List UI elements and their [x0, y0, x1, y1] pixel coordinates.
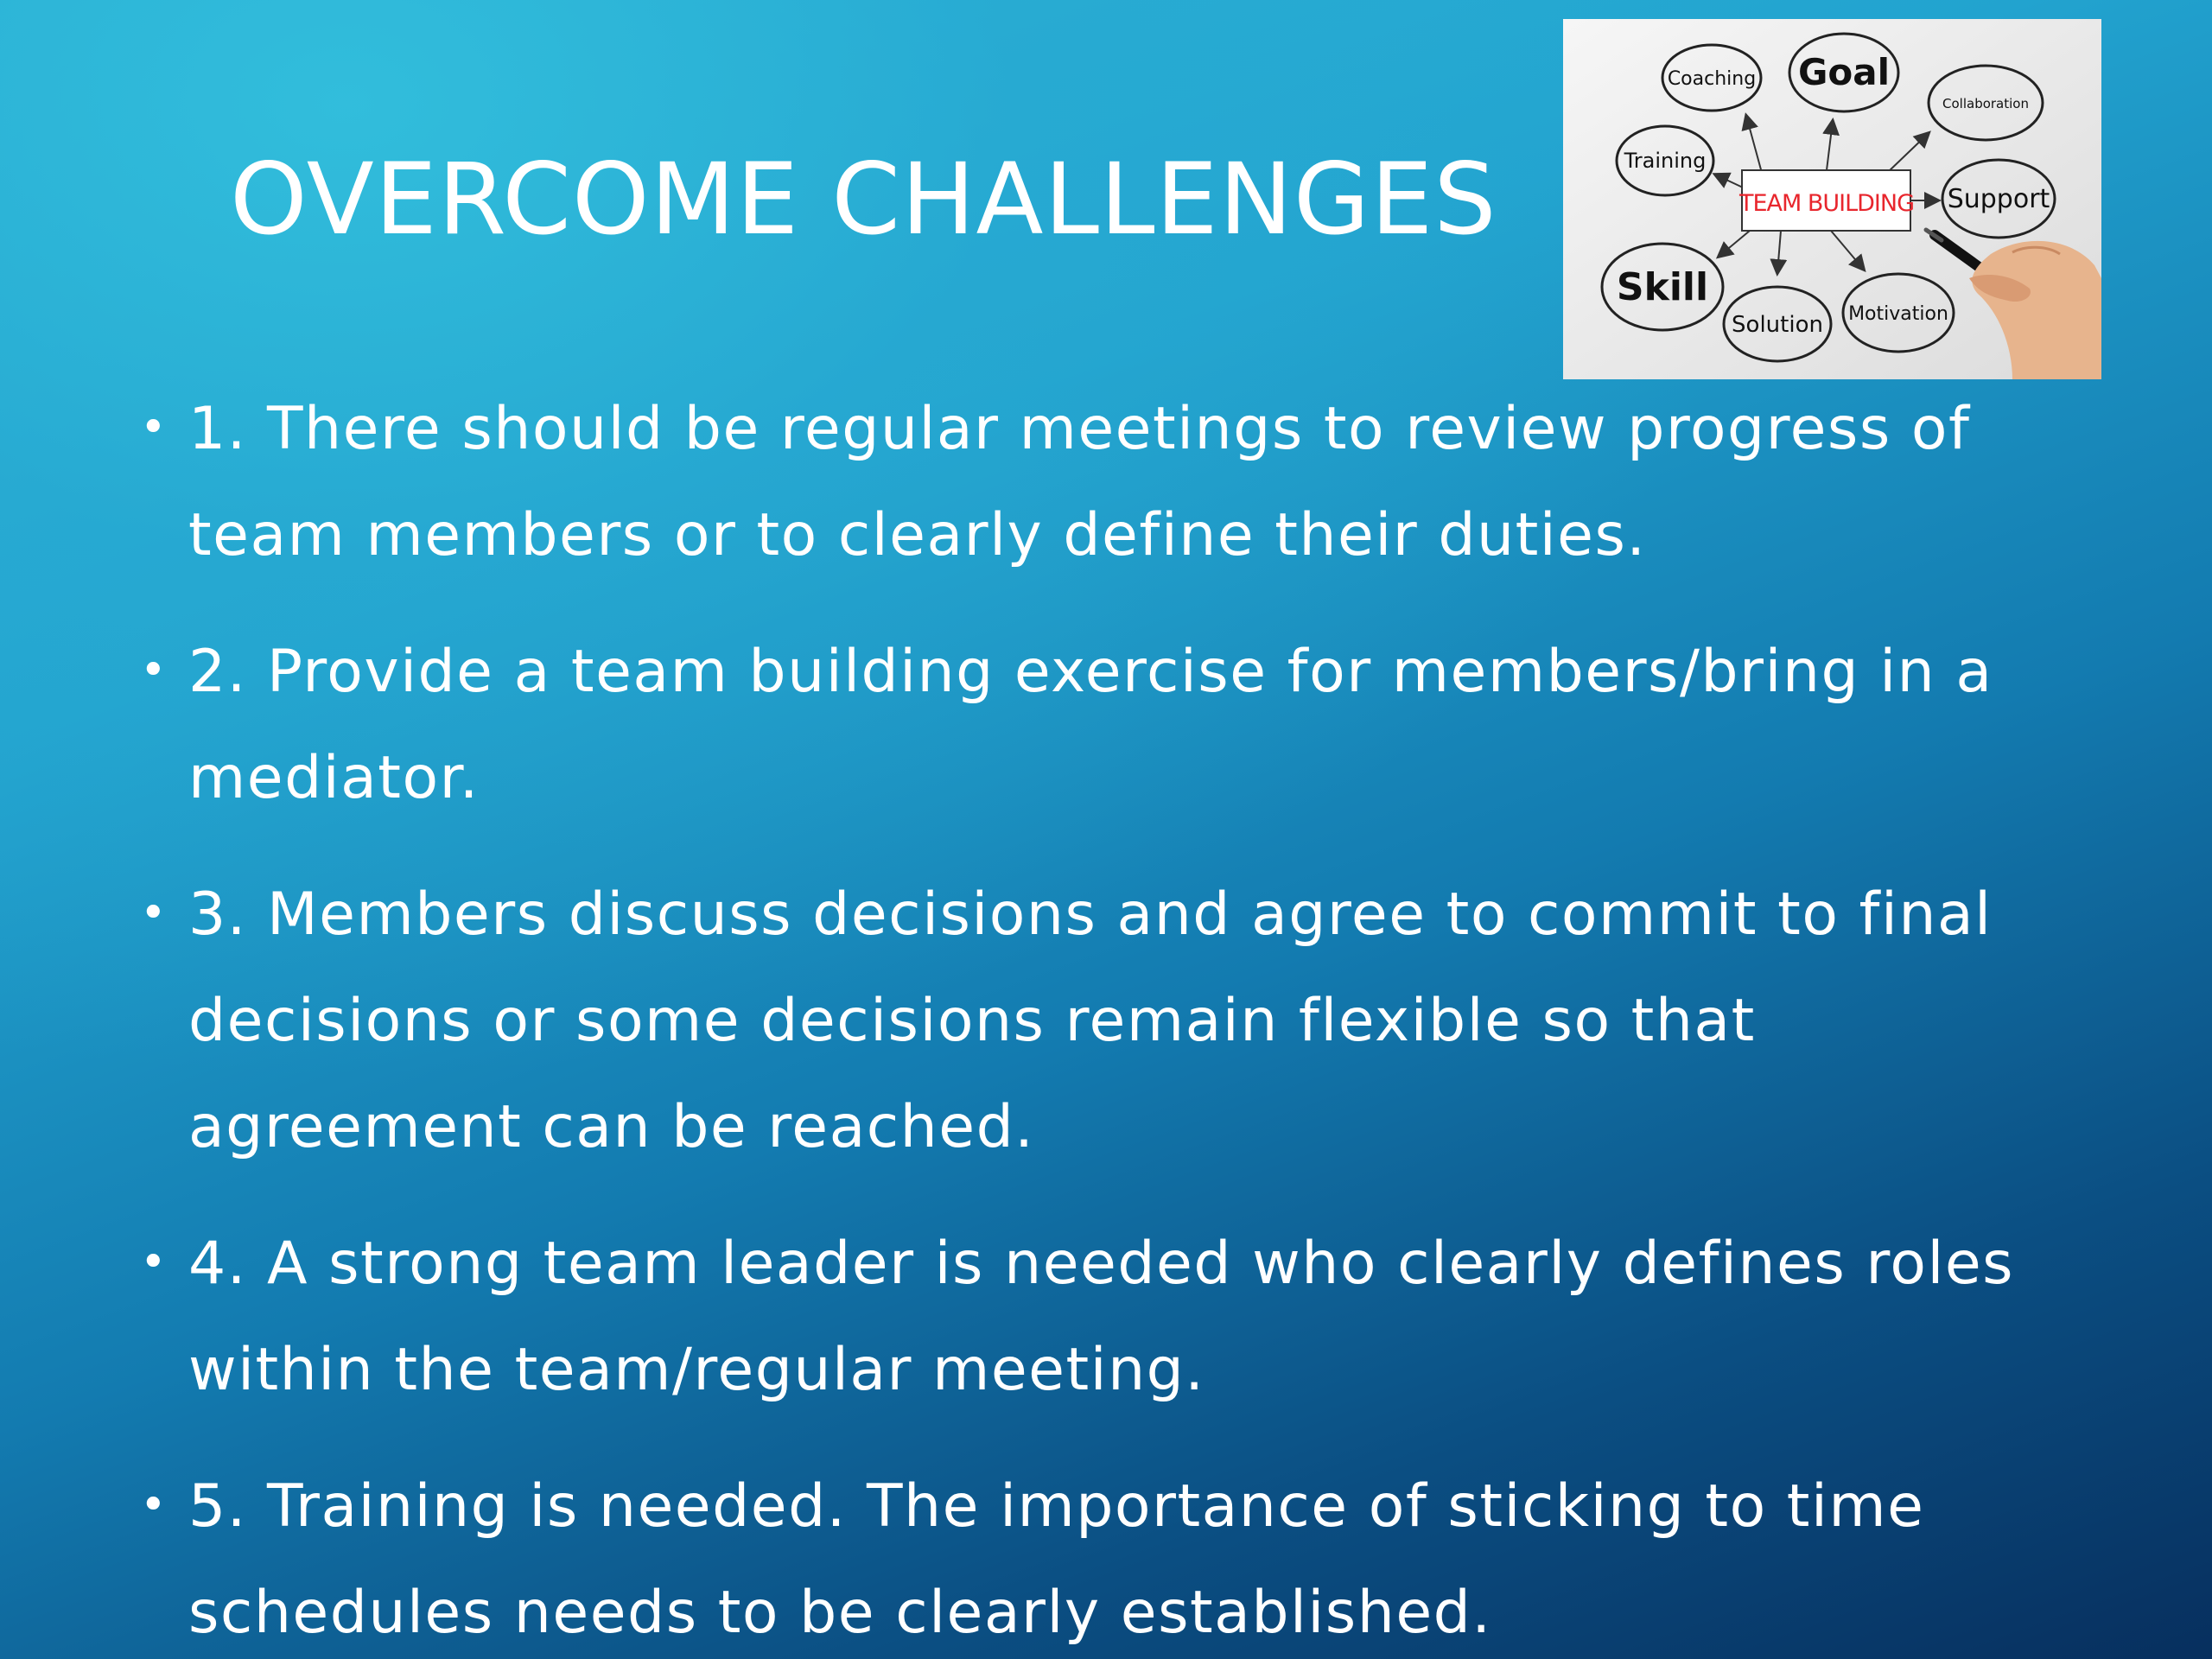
bullet-item [130, 1211, 2082, 1423]
mindmap-node-goal: Goal [1797, 51, 1891, 93]
bullet-dot: • [140, 1236, 168, 1288]
mindmap-node-skill: Skill [1616, 265, 1709, 309]
bullet-text: 3. Members discuss decisions and agree to commit to final decisions or some decisions remain flexible so that agreement can be reached. [188, 880, 1993, 1161]
mindmap-center-label: TEAM BUILDING [1738, 190, 1915, 217]
team-building-mindmap-image [1563, 19, 2101, 379]
bullet-text: 4. A strong team leader is needed who clearly defines roles within the team/regular meeting. [188, 1230, 2015, 1404]
bullet-item [130, 619, 2082, 831]
bullet-dot: • [140, 402, 168, 454]
bullet-dot: • [140, 645, 168, 696]
slide-title: OVERCOME CHALLENGES [230, 142, 1497, 257]
mindmap-node-collaboration: Collaboration [1942, 96, 2029, 111]
bullet-dot: • [140, 887, 168, 939]
bullet-item [130, 376, 2082, 588]
bullet-list [130, 376, 2082, 1659]
bullet-dot: • [140, 1479, 168, 1531]
bullet-text: 2. Provide a team building exercise for members/bring in a mediator. [188, 638, 1993, 812]
mindmap-node-motivation: Motivation [1848, 303, 1948, 325]
bullet-text: 1. There should be regular meetings to review progress of team members or to clearly define their duties. [188, 395, 1971, 569]
bullet-item [130, 1453, 2082, 1659]
mindmap-node-support: Support [1947, 184, 2050, 214]
mindmap-node-training: Training [1624, 149, 1707, 173]
bullet-text: 5. Training is needed. The importance of sticking to time schedules needs to be clearly established. [188, 1472, 1925, 1647]
bullet-item [130, 861, 2082, 1180]
mindmap-node-coaching: Coaching [1667, 68, 1757, 90]
mindmap-node-solution: Solution [1732, 312, 1823, 338]
